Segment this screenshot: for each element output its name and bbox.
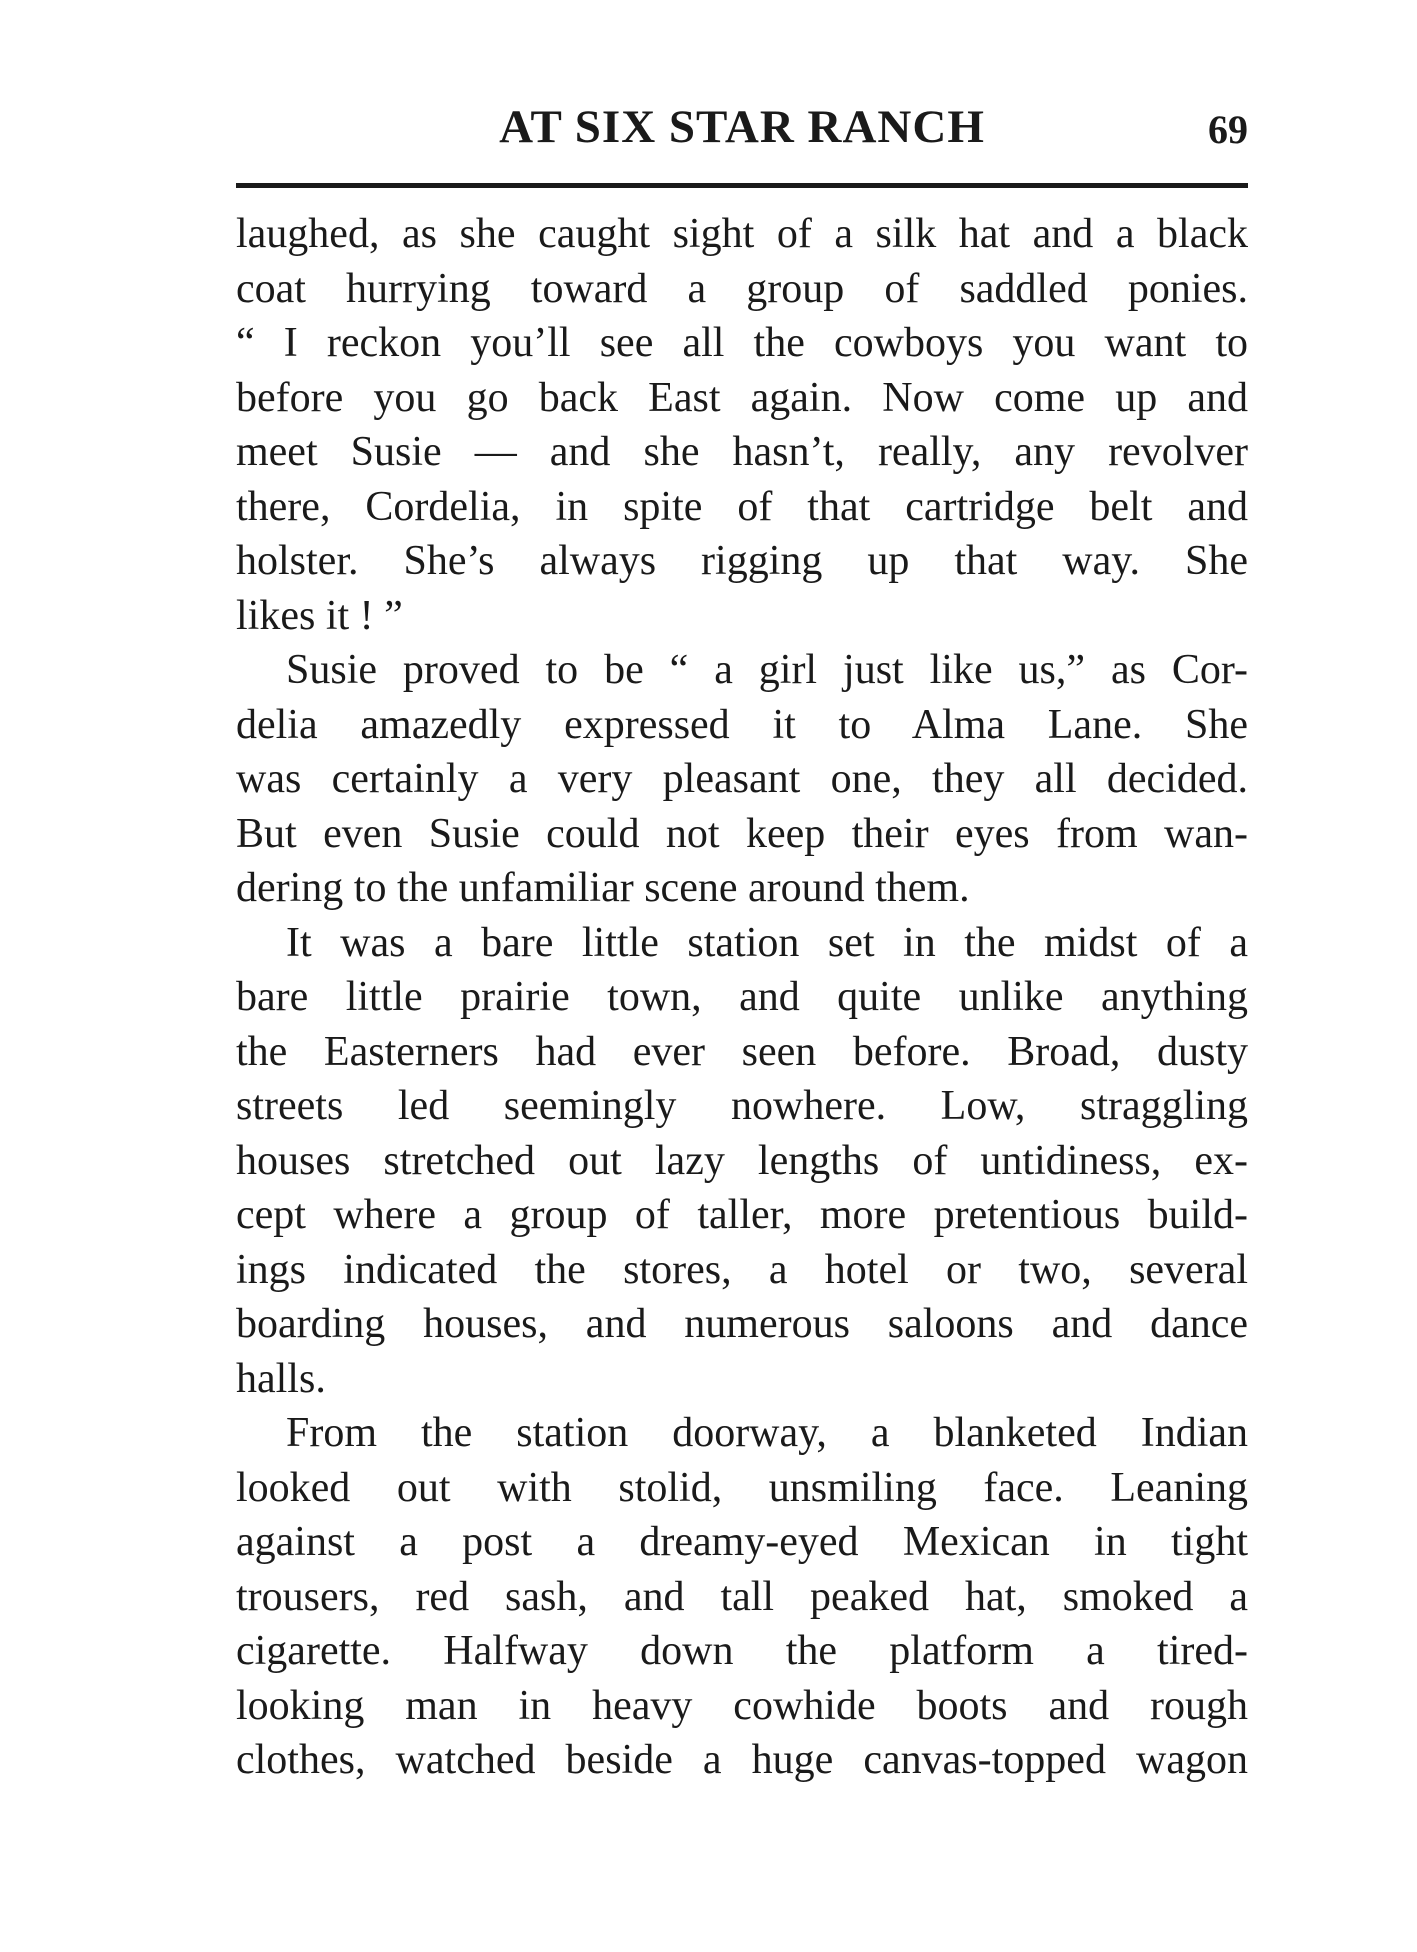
text-line: looking man in heavy cowhide boots and rough xyxy=(236,1682,1248,1729)
text-line: “ I reckon you’ll see all the cowboys you want to xyxy=(236,320,1248,366)
text-line: against a post a dreamy-eyed Mexican in tight xyxy=(236,1519,1248,1565)
text-line: cigarette. Halfway down the platform a tired- xyxy=(236,1628,1248,1674)
text-line: coat hurrying toward a group of saddled ponies. xyxy=(236,265,1248,312)
text-line: ings indicated the stores, a hotel or two, several xyxy=(236,1246,1248,1293)
text-line: laughed, as she caught sight of a silk hat and a black xyxy=(236,211,1248,257)
text-line: bare little prairie town, and quite unlike anything xyxy=(236,974,1248,1020)
text-line: the Easterners had ever seen before. Broad, dusty xyxy=(236,1028,1248,1075)
text-line: delia amazedly expressed it to Alma Lane. She xyxy=(236,701,1248,748)
text-line: halls. xyxy=(236,1355,326,1402)
body-text xyxy=(236,207,1248,1788)
text-line: before you go back East again. Now come up and xyxy=(236,374,1248,421)
text-line: cept where a group of taller, more pretentious build- xyxy=(236,1192,1248,1238)
text-line: clothes, watched beside a huge canvas-topped wagon xyxy=(236,1737,1248,1783)
header-rule xyxy=(236,183,1248,188)
text-line: boarding houses, and numerous saloons and dance xyxy=(236,1301,1248,1347)
text-line: meet Susie — and she hasn’t, really, any revolver xyxy=(236,429,1248,475)
text-line: From the station doorway, a blanketed Indian xyxy=(286,1410,1248,1456)
text-line: was certainly a very pleasant one, they all decided. xyxy=(236,756,1248,802)
text-line: But even Susie could not keep their eyes from wan- xyxy=(236,810,1248,857)
running-title: AT SIX STAR RANCH xyxy=(499,101,985,153)
text-line: looked out with stolid, unsmiling face. Leaning xyxy=(236,1464,1248,1511)
text-line: likes it ! ” xyxy=(236,592,403,639)
text-line: Susie proved to be “ a girl just like us,” as Cor- xyxy=(286,647,1248,693)
page-number: 69 xyxy=(1208,107,1248,152)
text-line: holster. She’s always rigging up that way. She xyxy=(236,538,1248,584)
text-line: dering to the unfamiliar scene around them. xyxy=(236,865,970,911)
text-line: It was a bare little station set in the midst of a xyxy=(286,919,1248,966)
text-line: trousers, red sash, and tall peaked hat, smoked a xyxy=(236,1573,1248,1620)
text-line: streets led seemingly nowhere. Low, straggling xyxy=(236,1083,1248,1129)
text-line: there, Cordelia, in spite of that cartridge belt and xyxy=(236,483,1248,530)
running-head xyxy=(236,100,1248,160)
text-line: houses stretched out lazy lengths of untidiness, ex- xyxy=(236,1137,1248,1184)
